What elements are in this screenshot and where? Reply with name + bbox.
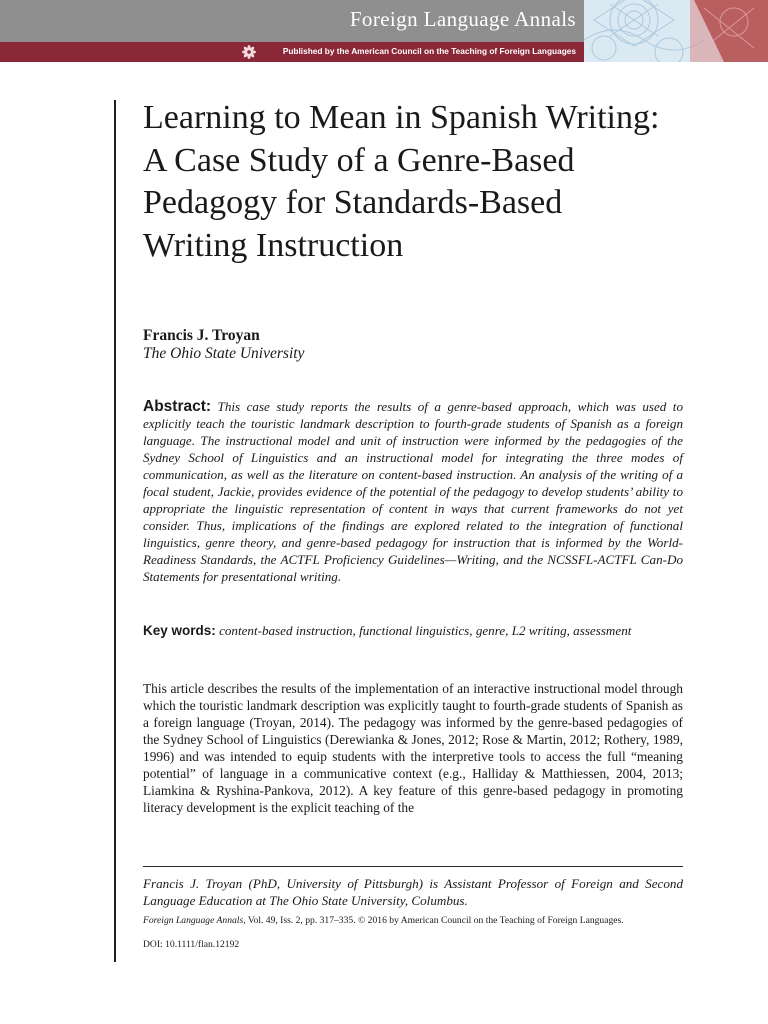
abstract-label: Abstract: — [143, 398, 212, 415]
keywords-text: content-based instruction, functional linguistics, genre, L2 writing, assessment — [219, 623, 632, 638]
citation-line — [143, 915, 683, 927]
keywords-label: Key words: — [143, 623, 216, 638]
author-affiliation: The Ohio State University — [143, 345, 305, 362]
citation-journal: Foreign Language Annals — [143, 915, 244, 926]
author-name: Francis J. Troyan — [143, 327, 260, 344]
abstract-text: This case study reports the results of a genre-based approach, which was used to explicitly teach the touristic landmark description to fourth-grade students of Spanish as a foreign language. The instructional model and unit of instruction were informed by the pedagogies of the Sydney School of Linguistics and an instructional model for integrating the three modes of communication, as well as the literature on content-based instruction. An analysis of the writing of a focal student, Jackie, provides evidence of the potential of the pedagogy to develop students’ ability to appropriate the linguistic representation of content in ways that current frameworks do not yet consider. Thus, implications of the findings are explored related to the integration of functional linguistics, genre theory, and genre-based pedagogy for instruction that is informed by the World-Readiness Standards, the ACTFL Proficiency Guidelines—Writing, and the NCSSFL-ACTFL Can-Do Statements for presentational writing. — [143, 399, 683, 584]
left-margin-rule — [114, 100, 116, 962]
keywords — [143, 622, 683, 639]
journal-name: Foreign Language Annals — [349, 7, 576, 31]
publisher-line: Published by the American Council on the Teaching of Foreign Languages — [282, 46, 576, 56]
article-title: Learning to Mean in Spanish Writing: A Case Study of a Genre-Based Pedagogy for Standards-Based Writing Instruction — [143, 99, 660, 264]
citation-details: , Vol. 49, Iss. 2, pp. 317–335. © 2016 by American Council on the Teaching of Foreign Languages. — [243, 915, 624, 926]
doi: DOI: 10.1111/flan.12192 — [143, 939, 240, 950]
body-paragraph: This article describes the results of the implementation of an interactive instructional model through which the touristic landmark description was explicitly taught to fourth-grade students of Spanish as a foreign language (Troyan, 2014). The pedagogy was informed by the genre-based pedagogies of the Sydney School of Linguistics (Derewianka & Jones, 2012; Rose & Martin, 2012; Rothery, 1989, 1996) and was intended to equip students with the interpretive tools to access the full “meaning potential” of language in a communicative context (e.g., Halliday & Matthiessen, 2004, 2013; Liamkina & Ryshina-Pankova, 2012). A key feature of this genre-based pedagogy in promoting literacy development is the explicit teaching of the — [143, 681, 683, 815]
abstract — [143, 398, 683, 585]
decorative-corner-pattern — [584, 0, 768, 62]
flower-emblem-icon — [241, 44, 257, 60]
footnote-divider — [143, 866, 683, 867]
author-bio-footnote: Francis J. Troyan (PhD, University of Pittsburgh) is Assistant Professor of Foreign and Second Language Education at The Ohio State University, Columbus. — [143, 876, 683, 908]
